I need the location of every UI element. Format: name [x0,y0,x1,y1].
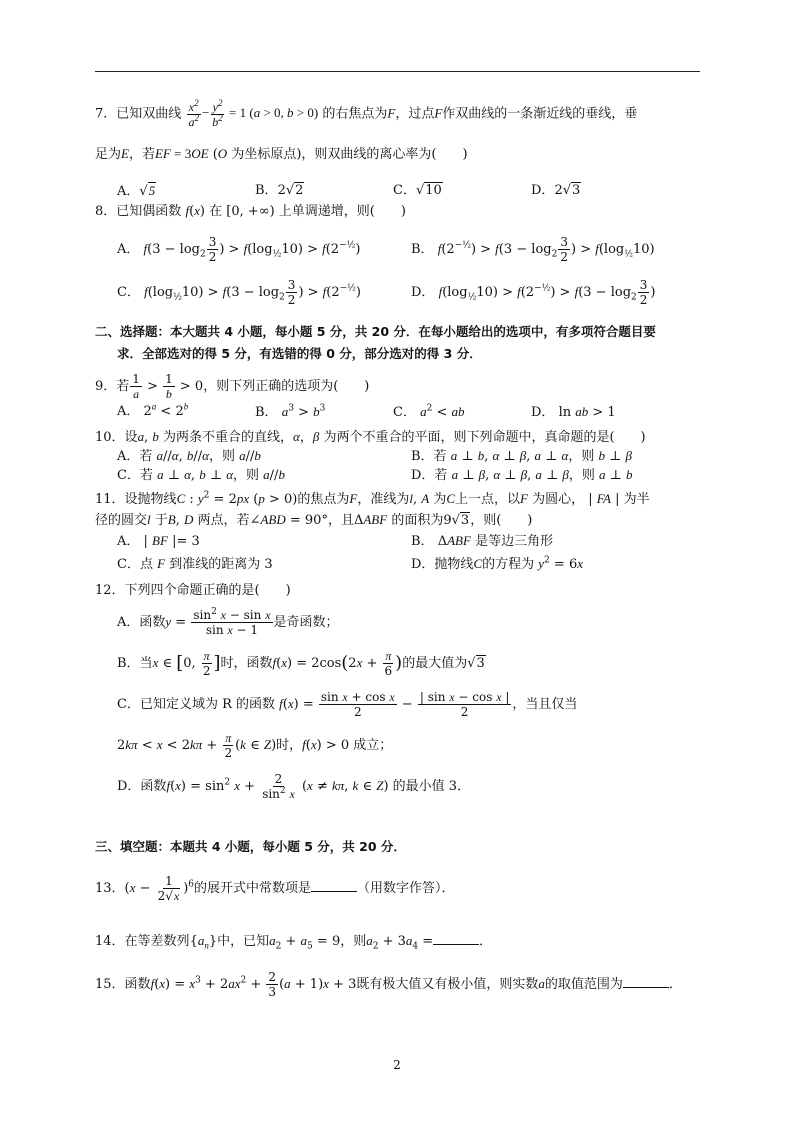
answer-blank-15[interactable] [623,975,669,988]
question-13: 13．(x − $\frac{1}{2√x}$ )$^6$的展开式中常数项是 （用数字作答）． [95,874,455,903]
question-14: 14．在等差数列$\{a_n\}$中，已知$a_2 + a_5 = 9$，则$a_2 + 3a_4$ = ． [95,933,493,952]
page-number: 2 [393,1058,401,1072]
q12-option-c: C．已知定义域为 R 的函数 f(x) = $\frac{\text{sin x + cos x}}{2}$ − $\frac{\text{| sin x − cos x |}}{2}$ ，当且仅当 [117,690,578,719]
question-7: 7．已知双曲线 $\frac{x^2}{a^2}$ − $\frac{y^2}{b^2}$ = 1 (a > 0, b > 0) 的右焦点为F，过点F作双曲线的一条渐近线的垂线，垂 足为E，若EF = 3OE (O 为坐标原点)，则双曲线的离心率为( ) A．√5 B．2√2 C．√10 D．2√3 [95,100,705,201]
answer-blank-13[interactable] [311,879,357,892]
q7-option-a: A．√5 [117,183,156,199]
q7-option-c: C．√10 [393,183,442,198]
q10-option-c: C．若 a ⊥ α, b ⊥ α，则 a//b [117,467,285,483]
q12-option-b: B．当x ∈ [0, $\frac{\pi}{2}$ ]时，函数f(x) = 2cos(2x + $\frac{\pi}{6}$ )的最大值为√3 [117,649,485,678]
q11-option-d: D．抛物线C的方程为 $y^2 = 6x$ [411,555,583,572]
q12-option-d: D．函数$f(x) = \sin^2 x$ + $\frac{2}{\sin^2 x}$ (x ≠ kπ, k ∈ Z) 的最小值 3． [117,772,471,801]
q9-option-d: D． ln ab > 1 [531,404,616,420]
header-rule [95,71,700,72]
q8-option-b: B． $f(2^{-\frac{1}{2}}) > f(3 - \log_2$ $\frac{3}{2}$ ) > $f(\log_{\frac{1}{2}}10)$ [411,235,655,264]
q8-option-d: D． $f(\log_{\frac{1}{2}}10) > f(2^{-\frac{1}{2}}) > f(3 - \log_2$ $\frac{3}{2}$ ) [411,278,656,307]
q9-option-a: A． $2^a < 2^b$ [117,401,189,419]
question-15: 15．函数$f(x) = x^3 + 2ax^2$ + $\frac{2}{3}$ (a + 1)x + 3既有极大值又有极小值，则实数a的取值范围为 ． [95,970,682,999]
q7-options [95,182,705,201]
q11-option-b: B． ΔABF 是等边三角形 [411,533,554,549]
q7-option-b: B．2√2 [255,183,304,198]
q11-option-c: C．点 F 到准线的距离为 3 [117,556,273,572]
q9-option-b: B． $a^3 > b^3$ [255,403,326,420]
question-10: 10．设a, b 为两条不重合的直线，α，β 为两个不重合的平面，则下列命题中，真命题的是( ) A．若 a//α, b//α，则 a//b B．若 a ⊥ b, α ⊥ β, a ⊥ α，则 b ⊥ β C．若 a ⊥ α, b ⊥ α，则 a//b D．若 a ⊥ β, α ⊥ β, a ⊥ β，则 a ⊥ b [95,428,705,485]
question-11: 11．设抛物线C : $y^2 = 2px$ (p > 0)的焦点为F，准线为l, A 为C上一点，以F 为圆心， | FA | 为半 径的圆交l 于B, D 两点，若∠ABD = 90°，且ΔABF 的面积为9√3，则( ) A． | BF |= 3 B． ΔABF 是等边三角形 C．点 F 到准线的距离为 3 D．抛物线C的方程为 $y^2 = 6x$ [95,490,705,574]
q12-option-a: A．函数y = $\frac{\sin^2 x - \sin x}{\text{sin x − 1}}$ 是奇函数； [117,607,339,637]
q9-option-c: C． $a^2$ < ab [393,403,465,420]
question-12: 12．下列四个命题正确的是( ) A．函数y = $\frac{\sin^2 x - \sin x}{\text{sin x − 1}}$ 是奇函数； B．当x ∈ [0, $\frac{\pi}{2}$ ]时，函数f(x) = 2cos(2x + $\frac{\pi}{6}$ )的最大值为√3 C．已知定义域为 R 的函数 f(x) = $\frac{\text{sin x + cos x}}{2}$ − $\frac{\text{| sin x − cos x |}}{2}$ ，当且仅当 2kπ < x < 2kπ + $\frac{\pi}{2}$ (k ∈ Z)时，f(x) > 0 成立； D．函数$f(x) = \sin^2 x$ + $\frac{2}{\sin^2 x}$ (x ≠ kπ, k ∈ Z) 的最小值 3． [95,582,705,801]
q8-option-a: A． $f(3 - \log_2$ $\frac{3}{2}$ ) > $f(\log_{\frac{1}{2}}10) > f(2^{-\frac{1}{2}})$ [117,235,361,264]
q11-option-a: A． | BF |= 3 [117,533,200,549]
section-2-header: 二、选择题：本大题共 4 小题，每小题 5 分，共 20 分．在每小题给出的选项中，有多项符合题目要 求．全部选对的得 5 分，有选错的得 0 分，部分选对的得 3 分． [95,324,656,361]
answer-blank-14[interactable] [433,932,479,945]
q10-option-d: D．若 a ⊥ β, α ⊥ β, a ⊥ β，则 a ⊥ b [411,467,633,483]
question-8: 8．已知偶函数 f(x) 在 [0, +∞) 上单调递增，则( ) A． $f(3 - \log_2$ $\frac{3}{2}$ ) > $f(\log_{\frac{1}{2}}10) > f(2^{-\frac{1}{2}})$ B． $f(2^{-\frac{1}{2}}) > f(3 - \log_2$ $\frac{3}{2}$ ) > $f(\log_{\frac{1}{2}}10)$ C． $f(\log_{\frac{1}{2}}10) > f(3 - \log_2$ $\frac{3}{2}$ ) > $f(2^{-\frac{1}{2}})$ D． $f(\log_{\frac{1}{2}}10) > f(2^{-\frac{1}{2}}) > f(3 - \log_2$ $\frac{3}{2}$ ) [95,202,705,307]
section-3-header: 三、填空题：本题共 4 小题，每小题 5 分，共 20 分． [95,839,406,854]
q7-option-d: D．2√3 [531,183,581,198]
q10-option-b: B．若 a ⊥ b, α ⊥ β, a ⊥ α，则 b ⊥ β [411,448,633,464]
q8-option-c: C． $f(\log_{\frac{1}{2}}10) > f(3 - \log_2$ $\frac{3}{2}$ ) > $f(2^{-\frac{1}{2}})$ [117,278,361,307]
question-9: 9．若 $\frac{1}{a}$ > $\frac{1}{b}$ > 0，则下列正确的选项为( ) A． $2^a < 2^b$ B． $a^3 > b^3$ C． $a^2$ < ab D． ln ab > 1 [95,372,705,422]
q10-option-a: A．若 a//α, b//α，则 a//b [117,448,261,464]
